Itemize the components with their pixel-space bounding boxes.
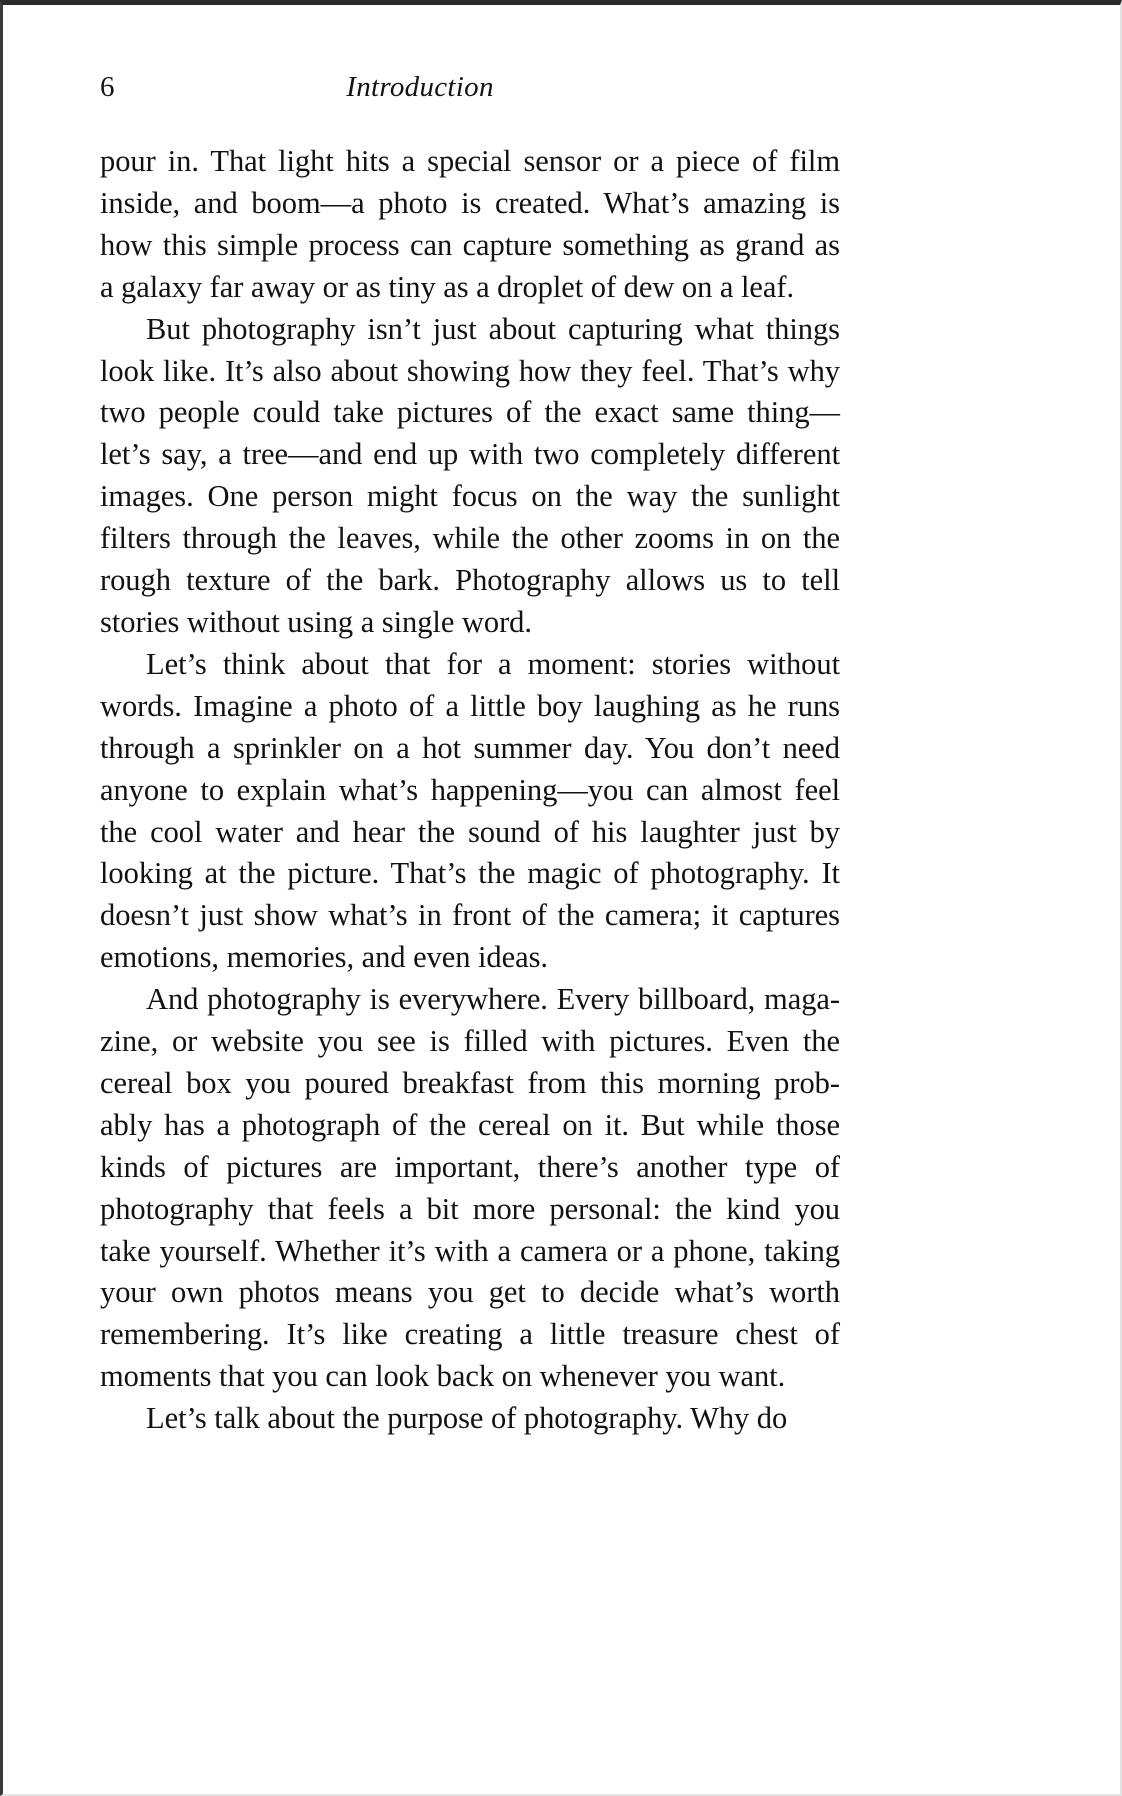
page-number: 6 xyxy=(100,71,115,103)
running-title: Introduction xyxy=(346,71,494,103)
text-line: through a sprinkler on a hot summer day. You don’t need xyxy=(100,730,840,765)
text-line: ably has a photograph of the cereal on it. But while those xyxy=(100,1107,840,1142)
text-line: But photography isn’t just about capturing what things xyxy=(146,311,840,346)
running-header xyxy=(100,67,842,113)
text-line: the cool water and hear the sound of his laughter just by xyxy=(100,814,840,849)
text-line: how this simple process can capture something as grand as xyxy=(100,227,840,262)
text-line: your own photos means you get to decide what’s worth xyxy=(100,1275,840,1310)
text-line: cereal box you poured breakfast from this morning prob- xyxy=(100,1065,840,1100)
text-line: anyone to explain what’s happening—you can almost feel xyxy=(100,772,840,807)
paragraph-5 xyxy=(100,1398,840,1440)
text-line: doesn’t just show what’s in front of the camera; it captures xyxy=(100,898,840,933)
text-line: remembering. It’s like creating a little treasure chest of xyxy=(100,1317,840,1352)
paragraph-1 xyxy=(100,141,840,309)
text-line: two people could take pictures of the exact same thing— xyxy=(100,395,840,430)
text-line: look like. It’s also about showing how they feel. That’s why xyxy=(100,353,840,388)
body-text-block xyxy=(100,141,840,1440)
text-line: looking at the picture. That’s the magic of photography. It xyxy=(100,856,840,891)
text-line: images. One person might focus on the way the sunlight xyxy=(100,479,840,514)
text-line: stories without using a single word. xyxy=(100,604,532,639)
text-line: emotions, memories, and even ideas. xyxy=(100,940,549,975)
text-line: Let’s talk about the purpose of photography. Why do xyxy=(146,1401,788,1436)
text-line: words. Imagine a photo of a little boy laughing as he runs xyxy=(100,688,840,723)
text-line: a galaxy far away or as tiny as a droplet of dew on a leaf. xyxy=(100,269,795,304)
text-line: filters through the leaves, while the other zooms in on the xyxy=(100,521,840,556)
text-line: take yourself. Whether it’s with a camera or a phone, taking xyxy=(100,1233,840,1268)
page-content-area xyxy=(3,5,1120,1794)
text-line: inside, and boom—a photo is created. What’s amazing is xyxy=(100,185,840,220)
text-line: And photography is everywhere. Every billboard, maga- xyxy=(146,982,840,1017)
text-line: rough texture of the bark. Photography allows us to tell xyxy=(100,563,840,598)
text-line: zine, or website you see is filled with pictures. Even the xyxy=(100,1024,840,1059)
paragraph-4 xyxy=(100,979,840,1398)
text-line: let’s say, a tree—and end up with two completely different xyxy=(100,437,840,472)
paragraph-3 xyxy=(100,644,840,979)
text-line: kinds of pictures are important, there’s another type of xyxy=(100,1149,840,1184)
text-line: pour in. That light hits a special sensor or a piece of film xyxy=(100,144,840,178)
text-line: moments that you can look back on whenever you want. xyxy=(100,1359,786,1394)
text-line: photography that feels a bit more personal: the kind you xyxy=(100,1191,840,1226)
paragraph-2 xyxy=(100,309,840,644)
text-line: Let’s think about that for a moment: stories without xyxy=(146,646,840,681)
